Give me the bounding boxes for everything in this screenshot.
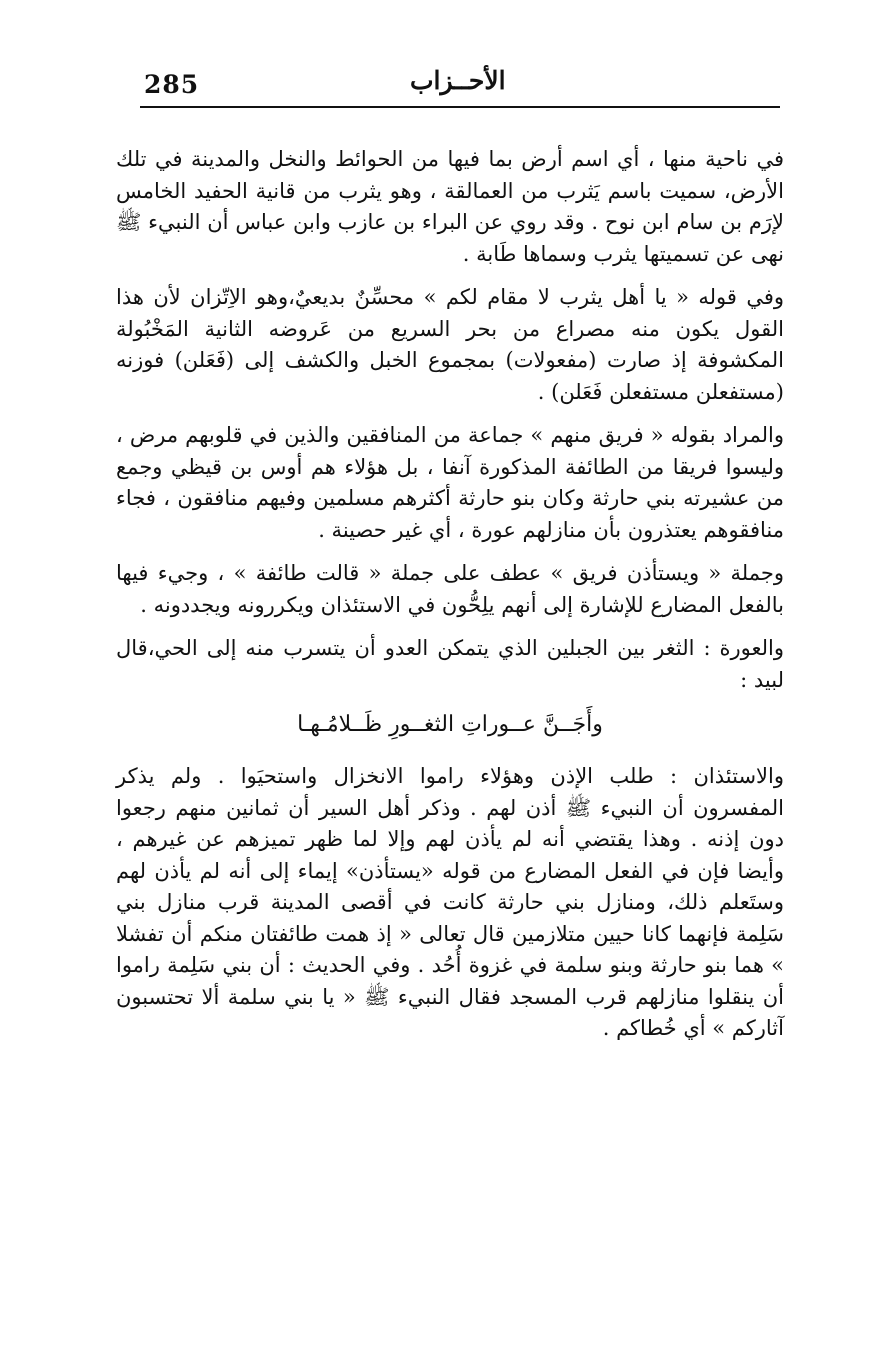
paragraph-meter: وفي قوله « يا أهل يثرب لا مقام لكم » محسِّنٌ بديعيٌ،وهو الاِتّزان لأن هذا القول يكون منه مصراع من بحر السريع من عَروضه الثانية المَخْبُولة المكشوفة إذ صارت (مفعولات) بمجموع الخبل والكشف إلى (فَعَلن) فوزنه (مستفعلن مستفعلن فَعَلن) . [116,285,784,404]
header-rule [140,106,780,108]
page-body [116,144,784,1057]
paragraph-awra: والعورة : الثغر بين الجبلين الذي يتمكن العدو أن يتسرب منه إلى الحي،قال لبيد : [116,636,784,692]
paragraph-seeking-leave: وجملة « ويستأذن فريق » عطف على جملة « قالت طائفة » ، وجيء فيها بالفعل المضارع للإشارة إلى أنهم يلِحُّون في الاستئذان ويكررونه ويجددونه . [116,561,784,617]
running-title: الأحــزاب [410,66,506,95]
page-header [140,64,780,108]
page-number: 285 [144,70,200,99]
paragraph-faction: والمراد بقوله « فريق منهم » جماعة من المنافقين والذين في قلوبهم مرض ، وليسوا فريقا من الطائفة المذكورة آنفا ، بل هؤلاء هم أوس بن قيظي وجمع من عشيرته بني حارثة وكان بنو حارثة أكثرهم مسلمين وفيهم منافقون ، فجاء منافقوهم يعتذرون بأن منازلهم عورة ، أي غير حصينة . [116,423,784,542]
paragraph-istidhan: والاستئذان : طلب الإذن وهؤلاء راموا الانخزال واستحيَوا . ولم يذكر المفسرون أن النبيء ﷺ أذن لهم . وذكر أهل السير أن ثمانين منهم رجعوا دون إذنه . وهذا يقتضي أنه لم يأذن لهم وإلا لما ظهر تميزهم عن غيرهم ، وأيضا فإن في الفعل المضارع من قوله «يستأذن» إيماء إلى أنه لم يأذن لهم وستَعلم ذلك، ومنازل بني حارثة كانت في أقصى المدينة قرب منازل بني سَلِمة فإنهما كانا حيين متلازمين قال تعالى « إذ همت طائفتان منكم أن تفشلا » هما بنو حارثة وبنو سلمة في غزوة أُحُد . وفي الحديث : أن بني سَلِمة راموا أن ينقلوا منازلهم قرب المسجد فقال النبيء ﷺ « يا بني سلمة ألا تحتسبون آثاركم » أي خُطاكم . [116,764,784,1040]
paragraph-yathrib: في ناحية منها ، أي اسم أرض بما فيها من الحوائط والنخل والمدينة في تلك الأرض، سميت باسم يَثرب من العمالقة ، وهو يثرب من قانية الحفيد الخامس لإرَم بن سام ابن نوح . وقد روي عن البراء بن عازب وابن عباس أن النبيء ﷺ نهى عن تسميتها يثرب وسماها طَابة . [116,147,784,266]
poetry-verse: وأَجَــنَّ عــوراتِ الثغــورِ ظَــلامُـهـا [297,712,603,737]
